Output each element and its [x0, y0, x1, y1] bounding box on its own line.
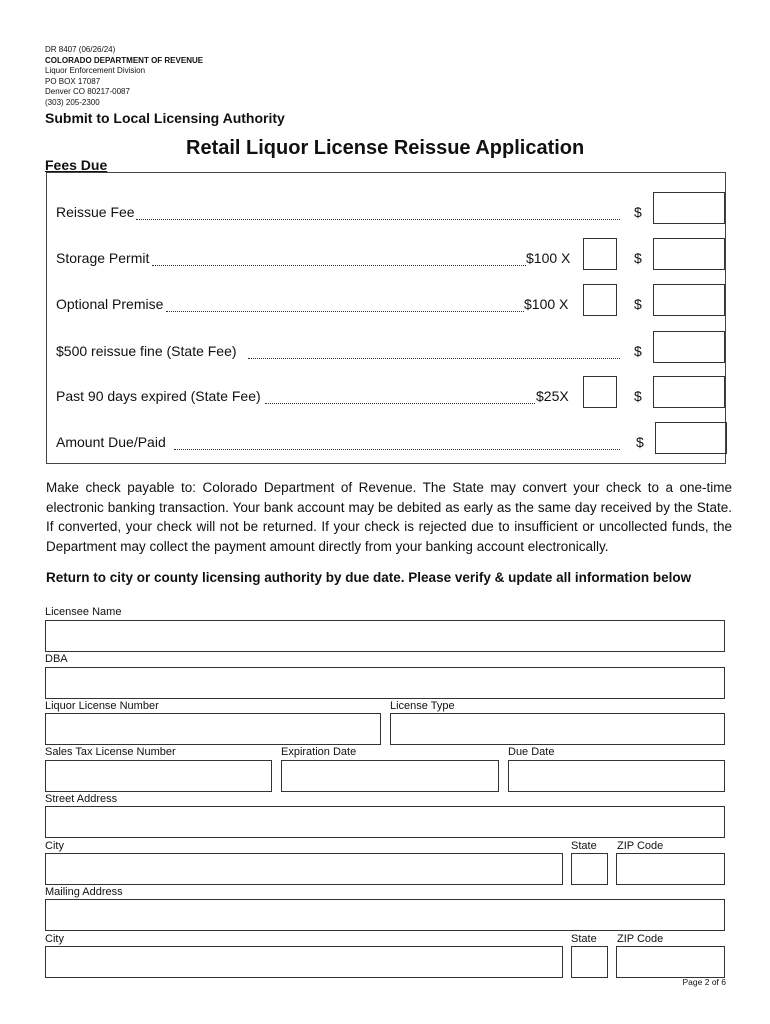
- return-instruction: Return to city or county licensing authority by due date. Please verify & update all information below: [46, 570, 692, 585]
- reissue-fee-amount-field[interactable]: [653, 192, 725, 224]
- fee-label: Reissue Fee: [56, 204, 135, 220]
- dotted-leader: [248, 358, 620, 359]
- licensee-name-label: Licensee Name: [45, 606, 122, 618]
- phone-number: (303) 205-2300: [45, 97, 100, 107]
- dba-field[interactable]: [45, 667, 725, 699]
- license-type-label: License Type: [390, 700, 455, 712]
- page-title: Retail Liquor License Reissue Application: [186, 137, 585, 159]
- sales-tax-license-number-label: Sales Tax License Number: [45, 746, 176, 758]
- dba-label: DBA: [45, 653, 68, 665]
- city-zip: Denver CO 80217-0087: [45, 87, 130, 96]
- due-date-label: Due Date: [508, 746, 555, 758]
- street-address-label: Street Address: [45, 793, 118, 805]
- mailing-zip-code-label: ZIP Code: [617, 933, 664, 945]
- po-box: PO BOX 17087: [45, 76, 101, 86]
- storage-permit-amount-field[interactable]: [653, 238, 725, 270]
- payment-notice: Make check payable to: Colorado Department of Revenue. The State may convert your check to a one-time electronic banking transaction. Your bank account may be debited as early as the same day received by the State. If converted, your check will not be returned. If your check is rejected due to insufficient or uncollected funds, the Department may collect the payment amount directly from your banking account electronically.: [46, 480, 732, 554]
- dotted-leader: [152, 265, 526, 266]
- fees-table: [46, 172, 726, 464]
- dollar-sign: $: [634, 250, 642, 266]
- fee-row-reissue: [56, 204, 726, 226]
- street-address-field[interactable]: [45, 806, 725, 838]
- fee-row-reissue-fine: [56, 343, 726, 365]
- page-number: Page 2 of 6: [682, 977, 726, 987]
- state-label: State: [571, 840, 597, 852]
- reissue-fine-amount-field[interactable]: [653, 331, 725, 363]
- dotted-leader: [265, 403, 535, 404]
- dollar-sign: $: [634, 343, 642, 359]
- expiration-date-field[interactable]: [281, 760, 499, 792]
- state-field[interactable]: [571, 853, 608, 885]
- fee-row-amount-due: [56, 434, 726, 456]
- zip-code-label: ZIP Code: [617, 840, 664, 852]
- mailing-city-label: City: [45, 933, 64, 945]
- past-90-days-quantity-field[interactable]: [583, 376, 617, 408]
- dotted-leader: [166, 311, 524, 312]
- expiration-date-label: Expiration Date: [281, 746, 357, 758]
- submit-to-heading: Submit to Local Licensing Authority: [45, 110, 285, 126]
- amount-due-paid-field[interactable]: [655, 422, 727, 454]
- sales-tax-license-number-field[interactable]: [45, 760, 272, 792]
- agency-header: [45, 45, 203, 108]
- licensee-name-field[interactable]: [45, 620, 725, 652]
- fee-label: Past 90 days expired (State Fee): [56, 388, 261, 404]
- multiplier-label: $100 X: [526, 250, 571, 266]
- dotted-leader: [174, 449, 620, 450]
- optional-premise-quantity-field[interactable]: [583, 284, 617, 316]
- city-field[interactable]: [45, 853, 563, 885]
- fee-label: Storage Permit: [56, 250, 150, 266]
- dollar-sign: $: [634, 296, 642, 312]
- zip-code-field[interactable]: [616, 853, 725, 885]
- form-number: DR 8407 (06/26/24): [45, 45, 116, 54]
- liquor-license-number-label: Liquor License Number: [45, 700, 159, 712]
- mailing-zip-code-field[interactable]: [616, 946, 725, 978]
- dollar-sign: $: [634, 388, 642, 404]
- dollar-sign: $: [636, 434, 644, 450]
- optional-premise-amount-field[interactable]: [653, 284, 725, 316]
- past-90-days-amount-field[interactable]: [653, 376, 725, 408]
- dotted-leader: [136, 219, 620, 220]
- fee-row-storage-permit: [56, 250, 726, 272]
- dollar-sign: $: [634, 204, 642, 220]
- due-date-field[interactable]: [508, 760, 725, 792]
- fees-due-heading: Fees Due: [45, 157, 108, 173]
- license-type-field[interactable]: [390, 713, 725, 745]
- mailing-state-field[interactable]: [571, 946, 608, 978]
- division-name: Liquor Enforcement Division: [45, 66, 146, 75]
- mailing-address-field[interactable]: [45, 899, 725, 931]
- mailing-city-field[interactable]: [45, 946, 563, 978]
- mailing-state-label: State: [571, 933, 597, 945]
- fee-label: $500 reissue fine (State Fee): [56, 343, 237, 359]
- city-label: City: [45, 840, 64, 852]
- department-name: COLORADO DEPARTMENT OF REVENUE: [45, 55, 204, 65]
- fee-label: Optional Premise: [56, 296, 164, 312]
- multiplier-label: $25X: [536, 388, 569, 404]
- fee-label: Amount Due/Paid: [56, 434, 166, 450]
- mailing-address-label: Mailing Address: [45, 886, 123, 898]
- liquor-license-number-field[interactable]: [45, 713, 381, 745]
- fee-row-past-90-days: [56, 388, 726, 410]
- storage-permit-quantity-field[interactable]: [583, 238, 617, 270]
- fee-row-optional-premise: [56, 296, 726, 318]
- multiplier-label: $100 X: [524, 296, 569, 312]
